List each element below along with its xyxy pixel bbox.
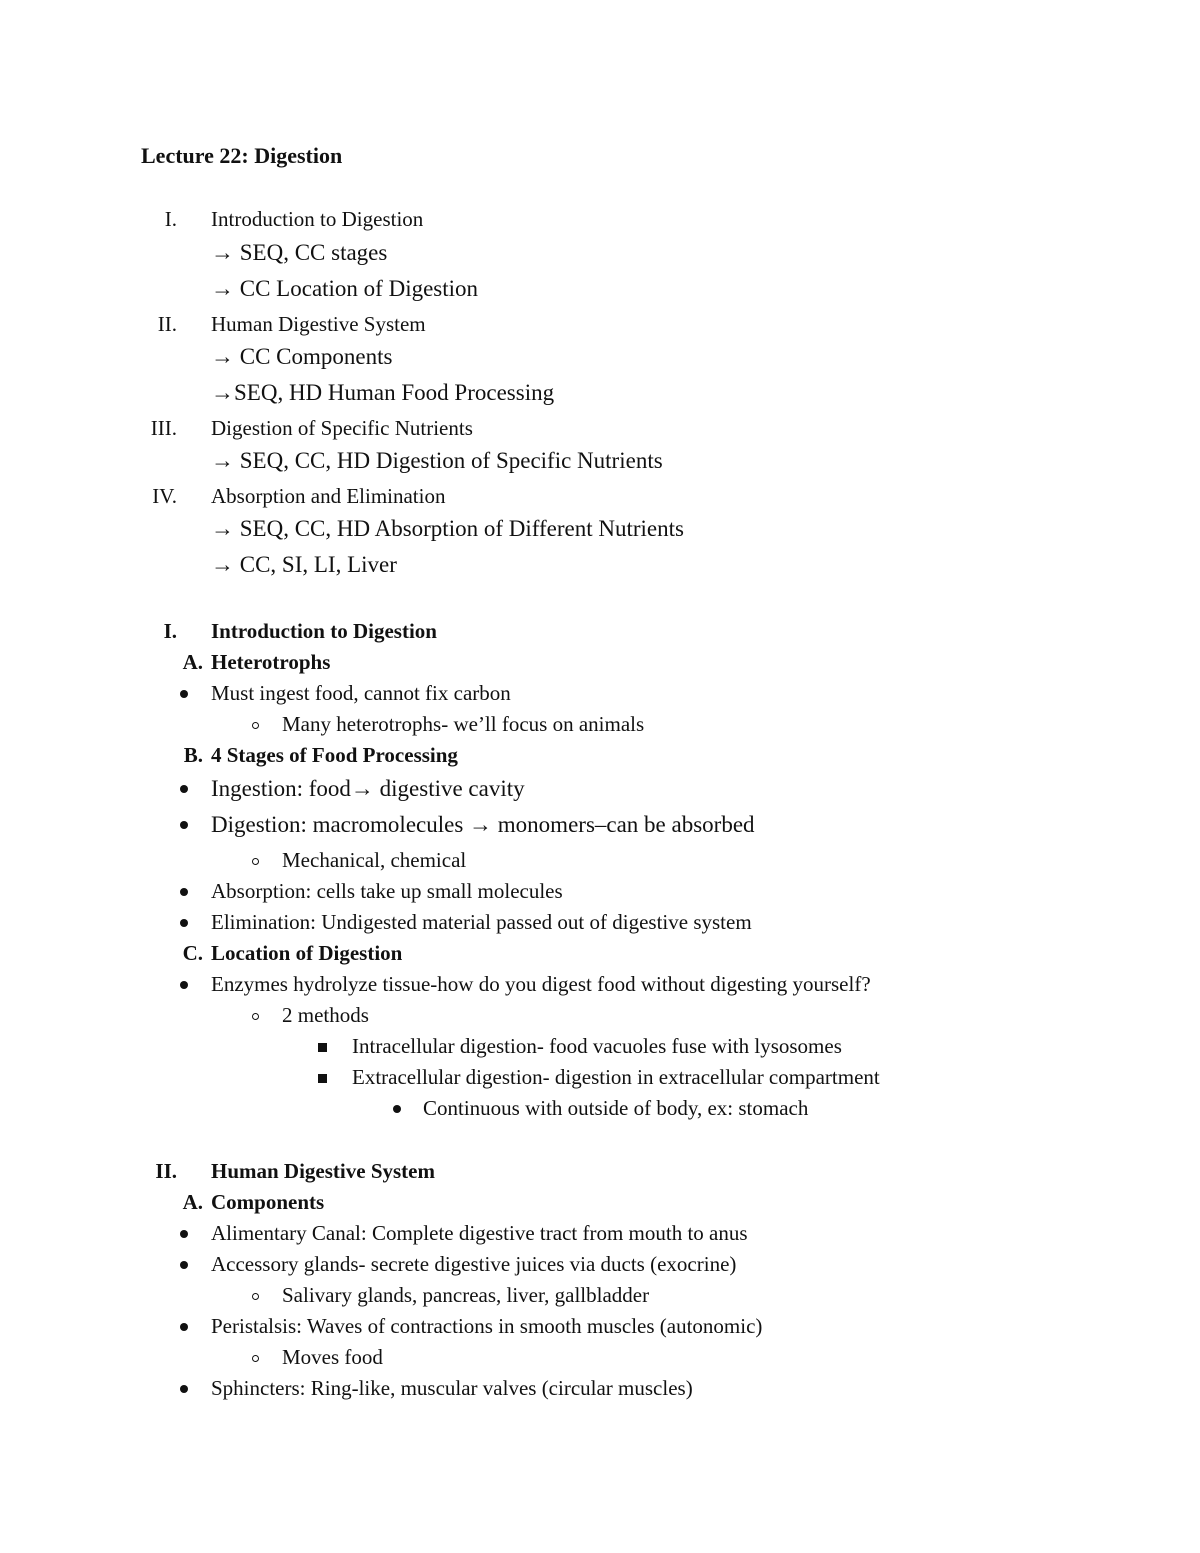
section-numeral: II. [155, 1159, 177, 1183]
bullet-text: Peristalsis: Waves of contractions in smooth muscles (autonomic) [211, 1314, 763, 1338]
bullet-circle-icon [252, 1013, 259, 1020]
bullet-text: Accessory glands- secrete digestive juices via ducts (exocrine) [211, 1252, 737, 1276]
subsection-title: Components [211, 1190, 325, 1214]
section-numeral: I. [163, 619, 177, 643]
bullet-text: Many heterotrophs- we’ll focus on animals [282, 712, 645, 736]
bullet-text: Must ingest food, cannot fix carbon [211, 681, 511, 705]
subsection-title: Heterotrophs [211, 650, 331, 674]
outline-numeral: I. [164, 207, 177, 231]
subsection-letter: B. [183, 743, 203, 767]
bullet-circle-icon [252, 1293, 259, 1300]
bullet-square-icon [318, 1074, 327, 1083]
bullet-dot-icon [180, 821, 188, 829]
bullet-dot-icon [180, 1230, 188, 1238]
subsection-letter: A. [182, 650, 203, 674]
bullet-dot-icon [180, 1323, 188, 1331]
bullet-text: Ingestion: food→ digestive cavity [211, 776, 525, 801]
bullet-circle-icon [252, 1355, 259, 1362]
bullet-dot-icon [180, 981, 188, 989]
outline-text: Absorption and Elimination [211, 484, 446, 508]
bullet-square-icon [318, 1043, 327, 1052]
outline-sub-text: →SEQ, HD Human Food Processing [211, 380, 555, 405]
outline-sub-text: → SEQ, CC stages [211, 240, 388, 265]
lecture-title: Lecture 22: Digestion [141, 143, 343, 168]
bullet-dot-icon [180, 785, 188, 793]
bullet-circle-icon [252, 858, 259, 865]
outline-sub-text: → CC Components [211, 344, 393, 369]
outline-text: Human Digestive System [211, 312, 426, 336]
subsection-title: Location of Digestion [211, 941, 403, 965]
outline-text: Introduction to Digestion [211, 207, 424, 231]
bullet-text: Intracellular digestion- food vacuoles fuse with lysosomes [352, 1034, 842, 1058]
outline-numeral: II. [157, 312, 177, 336]
subsection-letter: A. [182, 1190, 203, 1214]
outline-sub-text: → CC, SI, LI, Liver [211, 552, 397, 577]
outline-sub-text: → CC Location of Digestion [211, 276, 479, 301]
bullet-text: Extracellular digestion- digestion in extracellular compartment [352, 1065, 880, 1089]
bullet-dot-icon [180, 919, 188, 927]
subsection-letter: C. [182, 941, 203, 965]
outline-sub-text: → SEQ, CC, HD Absorption of Different Nutrients [211, 516, 684, 541]
bullet-text: Continuous with outside of body, ex: stomach [423, 1096, 809, 1120]
outline-numeral: IV. [152, 484, 177, 508]
outline-text: Digestion of Specific Nutrients [211, 416, 473, 440]
section-title: Introduction to Digestion [211, 619, 437, 643]
section-title: Human Digestive System [211, 1159, 435, 1183]
bullet-text: Mechanical, chemical [282, 848, 467, 872]
bullet-text: Absorption: cells take up small molecules [211, 879, 563, 903]
bullet-dot-icon [393, 1105, 401, 1113]
bullet-text: 2 methods [282, 1003, 369, 1027]
bullet-text: Digestion: macromolecules → monomers–can be absorbed [211, 812, 755, 837]
bullet-text: Enzymes hydrolyze tissue-how do you digest food without digesting yourself? [211, 972, 871, 996]
bullet-text: Alimentary Canal: Complete digestive tract from mouth to anus [211, 1221, 748, 1245]
bullet-dot-icon [180, 1261, 188, 1269]
outline-numeral: III. [150, 416, 177, 440]
bullet-text: Sphincters: Ring-like, muscular valves (circular muscles) [211, 1376, 693, 1400]
bullet-text: Moves food [282, 1345, 383, 1369]
bullet-text: Elimination: Undigested material passed out of digestive system [211, 910, 752, 934]
subsection-title: 4 Stages of Food Processing [211, 743, 458, 767]
outline-sub-text: → SEQ, CC, HD Digestion of Specific Nutrients [211, 448, 663, 473]
bullet-circle-icon [252, 722, 259, 729]
bullet-dot-icon [180, 1385, 188, 1393]
bullet-dot-icon [180, 690, 188, 698]
bullet-dot-icon [180, 888, 188, 896]
bullet-text: Salivary glands, pancreas, liver, gallbladder [282, 1283, 650, 1307]
